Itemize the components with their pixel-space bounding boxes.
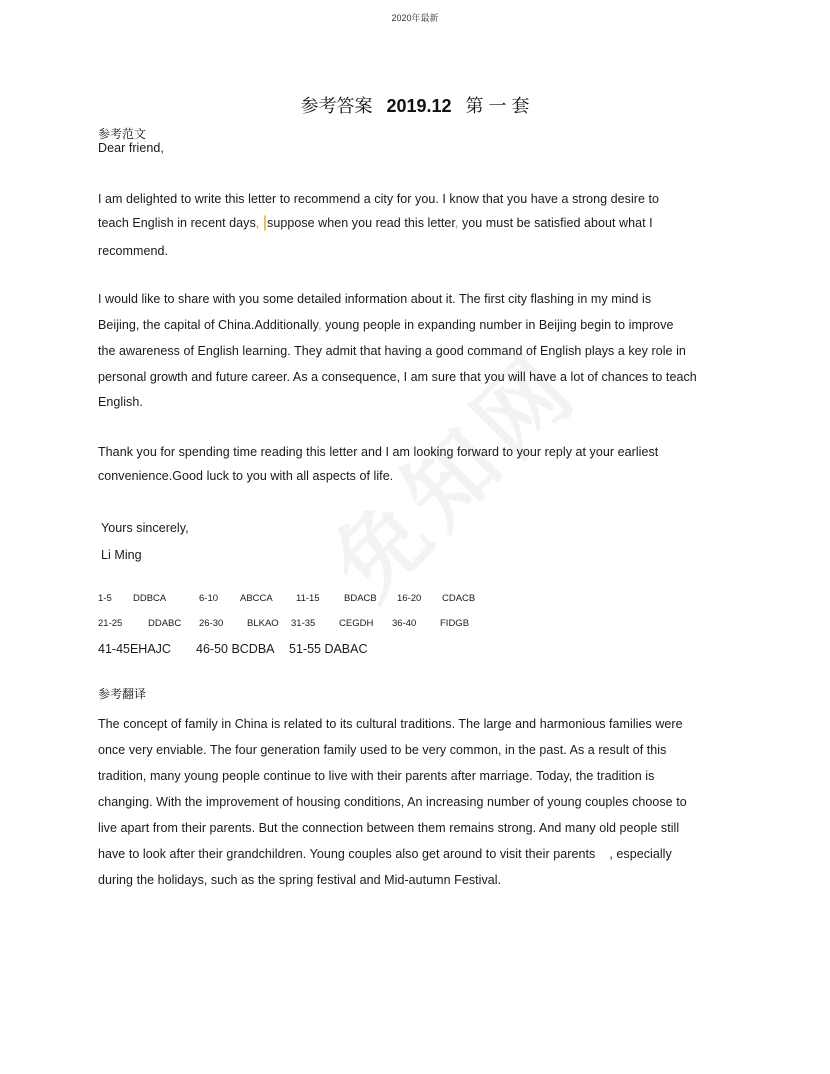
translation-line xyxy=(98,847,672,861)
answer-group: 51-55 DABAC xyxy=(289,642,368,656)
orange-comma: , xyxy=(454,216,459,230)
para2-line5: English. xyxy=(98,395,143,409)
answer-key: CEGDH xyxy=(339,618,374,629)
answer-range: 21-25 xyxy=(98,618,123,629)
translation-line: live apart from their parents. But the connection between them remains strong. And many old people still xyxy=(98,821,680,835)
translation-line: once very enviable. The four generation family used to be very common, in the past. As a result of this xyxy=(98,743,667,757)
para1-line2-a: teach English in recent days xyxy=(98,216,256,230)
orange-comma: , xyxy=(318,318,322,332)
header-note: 2020年最新 xyxy=(391,13,439,23)
translation-line: The concept of family in China is related to its cultural traditions. The large and harmonious families were xyxy=(98,717,683,731)
para2-line2-b: young people in expanding number in Beijing begin to improve xyxy=(321,318,674,332)
translation-label: 参考翻译 xyxy=(98,687,147,701)
answer-key: BDACB xyxy=(344,593,377,604)
answer-key: FIDGB xyxy=(440,618,470,629)
answer-range: 1-5 xyxy=(98,593,112,604)
para2-line1: I would like to share with you some detailed information about it. The first city flashing in my mind is xyxy=(98,292,652,306)
answer-range: 31-35 xyxy=(291,618,316,629)
para2-line2 xyxy=(98,318,674,332)
title-suffix: 第 一 套 xyxy=(465,96,530,116)
closing: Yours sincerely, xyxy=(101,521,189,535)
answer-key: BLKAO xyxy=(247,618,279,629)
para2-line4: personal growth and future career. As a consequence, I am sure that you will have a lot of chances to teach xyxy=(98,370,697,384)
answer-range: 11-15 xyxy=(296,593,320,604)
answer-group: 41-45EHAJC xyxy=(98,642,171,656)
orange-comma: , xyxy=(255,216,260,230)
answer-key: CDACB xyxy=(442,593,476,604)
answer-range: 16-20 xyxy=(397,593,422,604)
essay-label: 参考范文 xyxy=(98,127,147,141)
page-title xyxy=(0,92,830,118)
title-prefix: 参考答案 xyxy=(300,96,373,116)
para1-line3: recommend. xyxy=(98,244,168,258)
para2-line2-a: Beijing, the capital of China.Additionally xyxy=(98,318,319,332)
para1-line2-b: suppose when you read this letter xyxy=(267,216,455,230)
greeting: Dear friend, xyxy=(98,141,164,155)
answer-key: DDABC xyxy=(148,618,182,629)
para1-line2 xyxy=(98,214,653,232)
answer-range: 26-30 xyxy=(199,618,224,629)
answer-range: 6-10 xyxy=(199,593,219,604)
translation-line: changing. With the improvement of housing conditions, An increasing number of young couples choose to xyxy=(98,795,687,809)
translation-line: during the holidays, such as the spring festival and Mid-autumn Festival. xyxy=(98,873,502,887)
para3-line1: Thank you for spending time reading this letter and I am looking forward to your reply at your earliest xyxy=(98,445,659,459)
answer-key: ABCCA xyxy=(240,593,273,604)
title-year: 2019.12 xyxy=(386,96,452,116)
para3-line2: convenience.Good luck to you with all aspects of life. xyxy=(98,469,394,483)
text-cursor-mark: | xyxy=(262,214,268,231)
answer-group: 46-50 BCDBA xyxy=(196,642,275,656)
answer-key: DDBCA xyxy=(133,593,167,604)
signature: Li Ming xyxy=(101,548,142,562)
para1-line2-c: you must be satisfied about what I xyxy=(458,216,653,230)
para2-line3: the awareness of English learning. They admit that having a good command of English plays a key role in xyxy=(98,344,686,358)
translation-line-6a: have to look after their grandchildren. Young couples also get around to visit their parents xyxy=(98,847,596,861)
answer-range: 36-40 xyxy=(392,618,417,629)
translation-line-6b: , especially xyxy=(609,847,672,861)
translation-line: tradition, many young people continue to live with their parents after marriage. Today, the tradition is xyxy=(98,769,655,783)
para1-line1: I am delighted to write this letter to recommend a city for you. I know that you have a strong desire to xyxy=(98,192,660,206)
